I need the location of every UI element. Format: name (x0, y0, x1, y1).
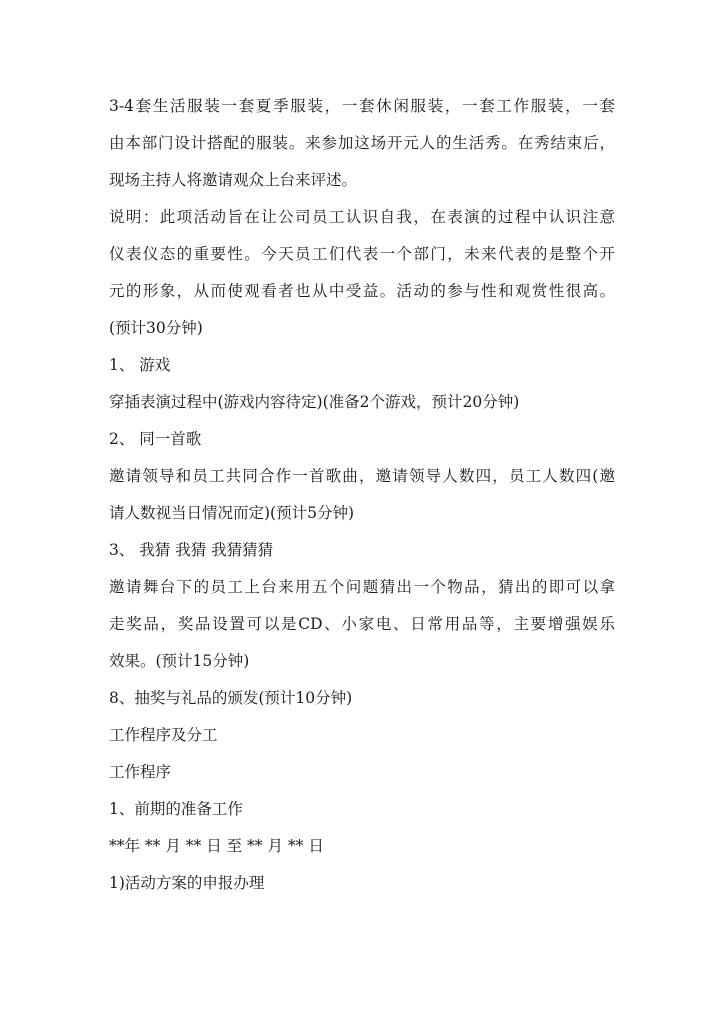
section-heading: 8、抽奖与礼品的颁发(预计10分钟) (109, 689, 353, 707)
paragraph-line: 仪表仪态的重要性。今天员工们代表一个部门，未来代表的是整个开 (109, 245, 615, 263)
paragraph-line: (预计30分钟) (109, 319, 203, 337)
section-heading: 工作程序 (109, 763, 172, 781)
date-range-line: **年 ** 月 ** 日 至 ** 月 ** 日 (109, 837, 324, 855)
section-heading: 1、前期的准备工作 (109, 800, 243, 818)
paragraph-line: 现场主持人将邀请观众上台来评述。 (109, 171, 358, 189)
paragraph-line: 邀请舞台下的员工上台来用五个问题猜出一个物品，猜出的即可以拿 (109, 578, 615, 596)
paragraph-line: 效果。(预计15分钟) (109, 652, 250, 670)
paragraph-line: 走奖品，奖品设置可以是CD、小家电、日常用品等，主要增强娱乐 (109, 615, 615, 633)
document-body (109, 88, 615, 902)
paragraph-line: 邀请领导和员工共同合作一首歌曲，邀请领导人数四，员工人数四(邀 (109, 467, 615, 485)
section-heading: 1、 游戏 (109, 356, 171, 374)
paragraph-line: 由本部门设计搭配的服装。来参加这场开元人的生活秀。在秀结束后， (109, 134, 615, 152)
paragraph-line: 说明：此项活动旨在让公司员工认识自我，在表演的过程中认识注意 (109, 208, 615, 226)
paragraph-line: 请人数视当日情况而定)(预计5分钟) (109, 504, 355, 522)
section-heading: 2、 同一首歌 (109, 430, 202, 448)
section-heading: 3、 我猜 我猜 我猜猜猜 (109, 541, 274, 559)
section-heading: 工作程序及分工 (109, 726, 218, 744)
paragraph-line: 1)活动方案的申报办理 (109, 874, 265, 892)
paragraph-line: 元的形象，从而使观看者也从中受益。活动的参与性和观赏性很高。 (109, 282, 615, 300)
paragraph-line: 穿插表演过程中(游戏内容待定)(准备2个游戏，预计20分钟) (109, 393, 520, 411)
paragraph-line: 3-4套生活服装一套夏季服装，一套休闲服装，一套工作服装，一套 (109, 97, 615, 115)
